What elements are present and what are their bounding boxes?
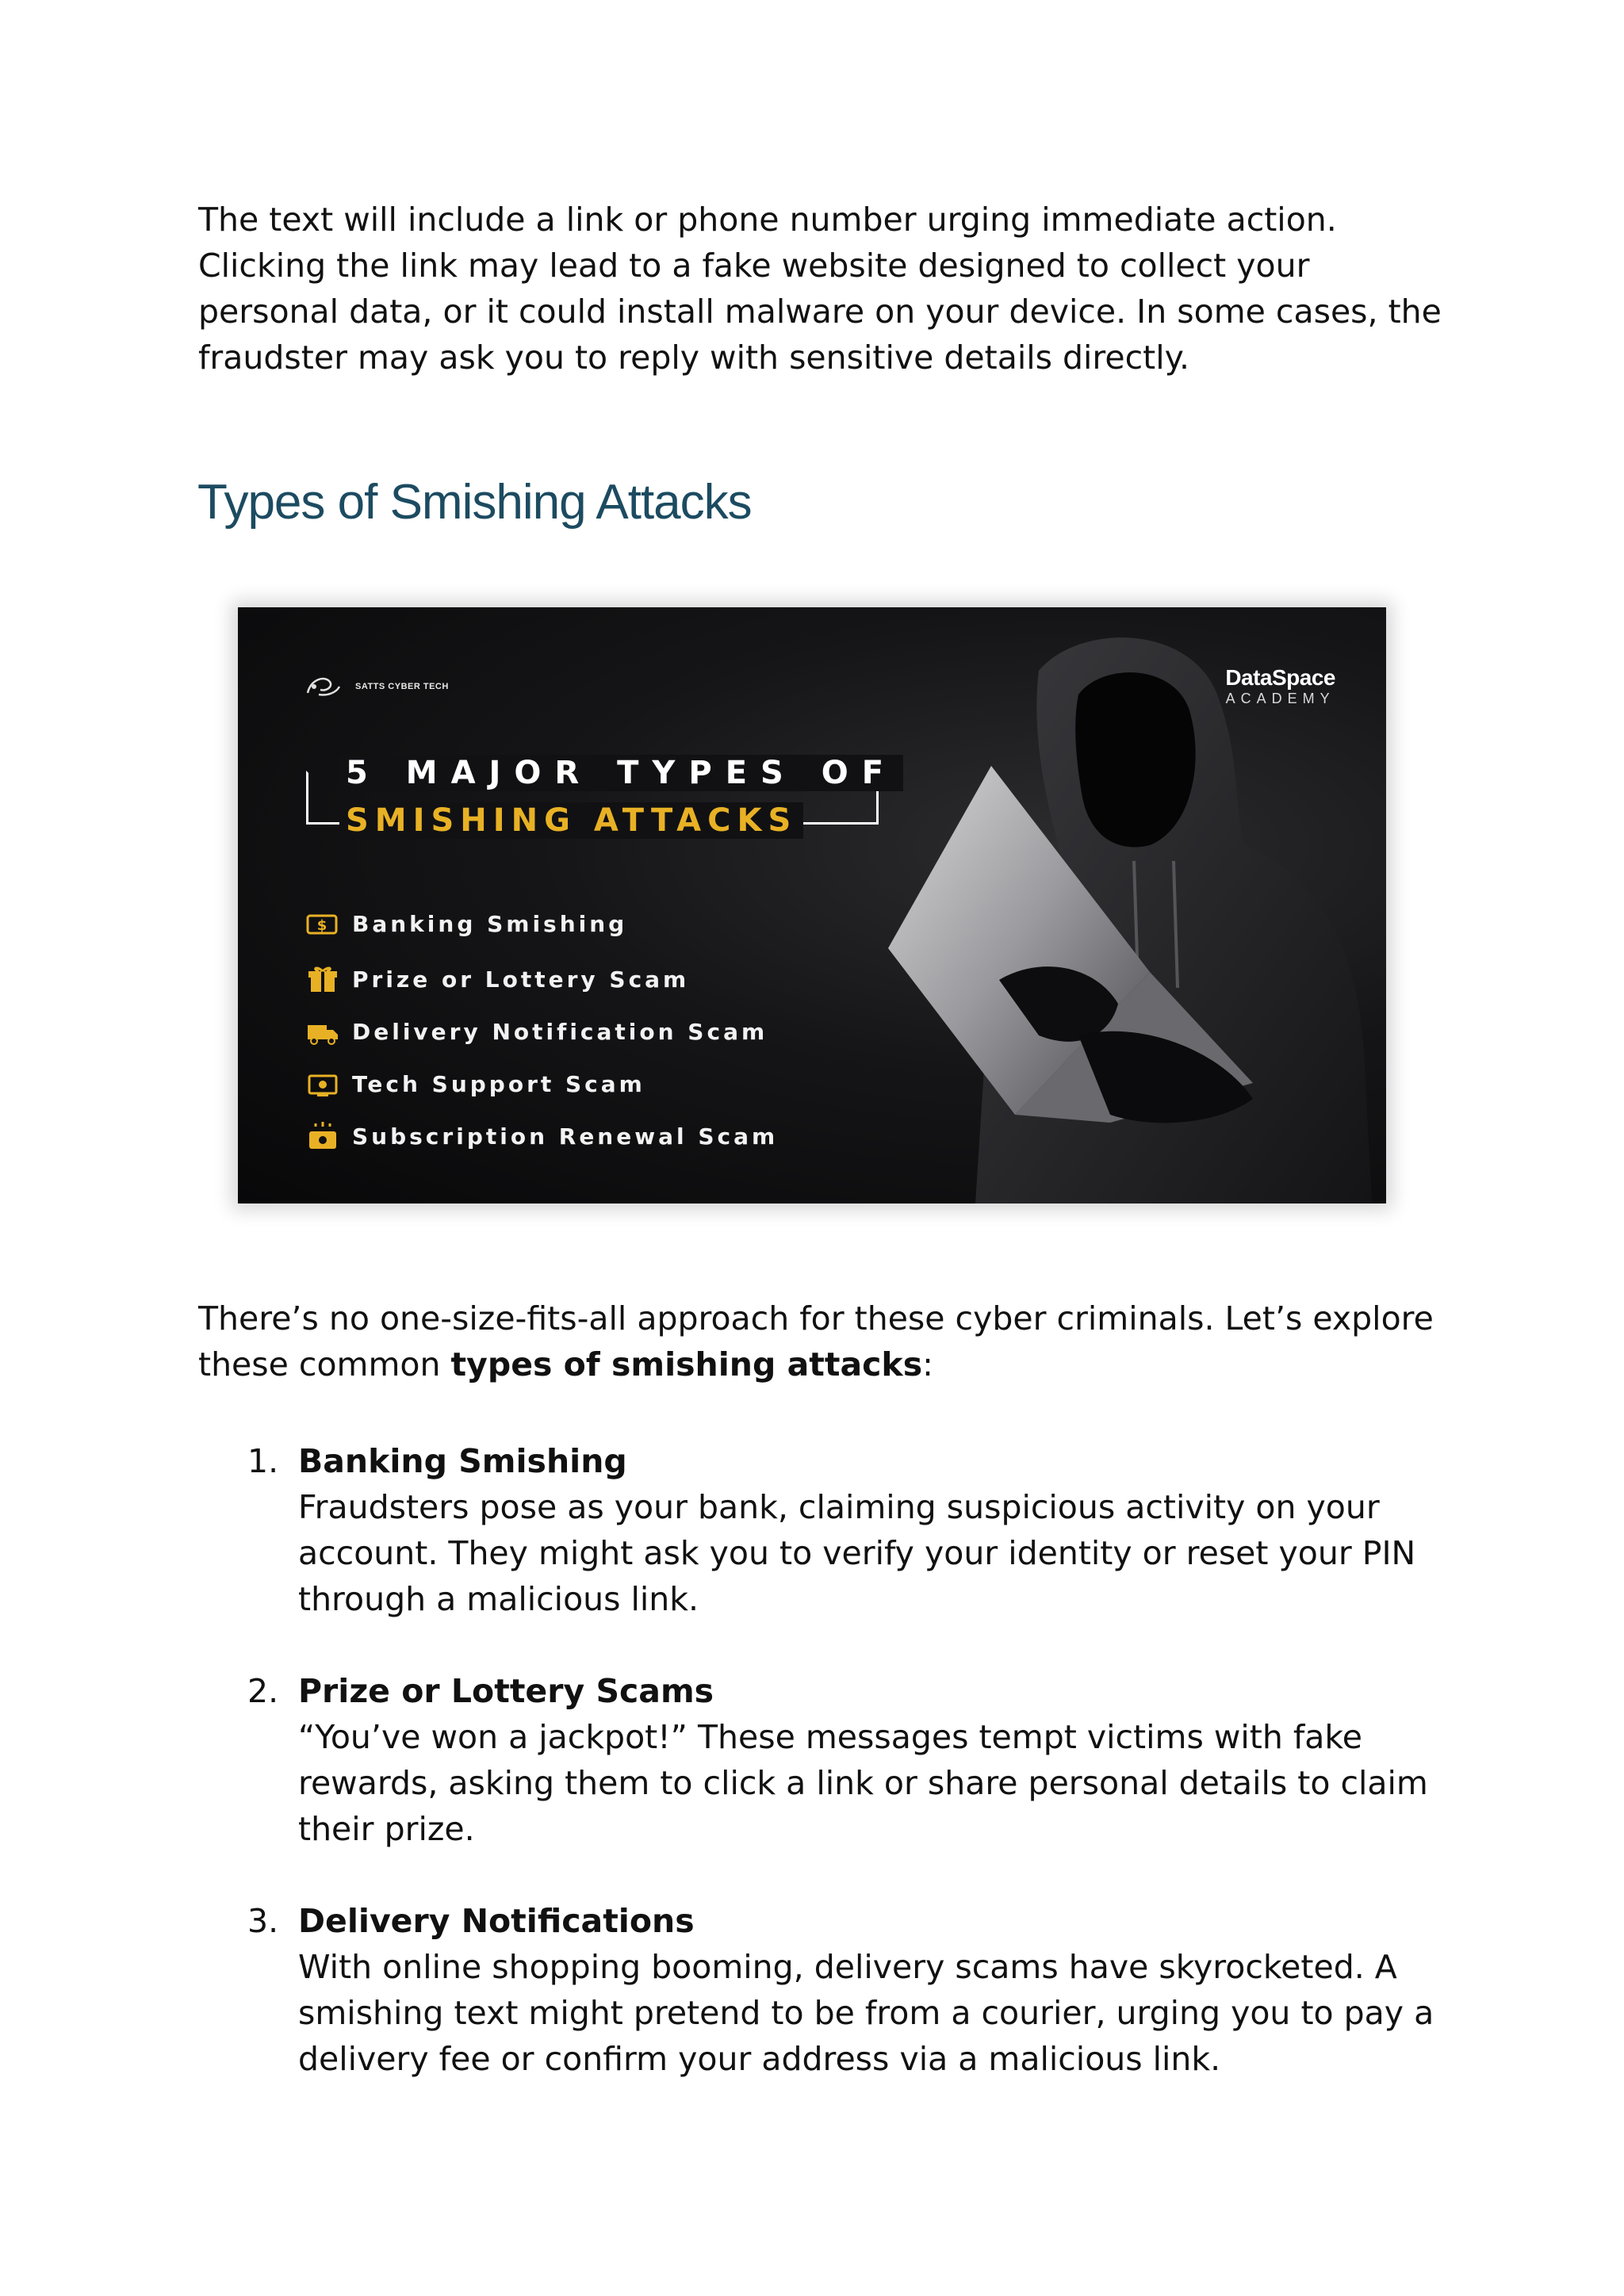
list-item-title: Banking Smishing bbox=[298, 1442, 627, 1480]
gift-icon bbox=[304, 963, 341, 995]
attack-label: Delivery Notification Scam bbox=[352, 1018, 768, 1045]
attack-label: Subscription Renewal Scam bbox=[352, 1123, 779, 1150]
list-number: 1. bbox=[247, 1442, 279, 1480]
svg-text:$: $ bbox=[316, 917, 327, 934]
list-number: 2. bbox=[247, 1672, 279, 1710]
lead-text: There’s no one-size-fits-all approach for these cyber criminals. Let’s explore these common bbox=[198, 1299, 1434, 1383]
tech-support-icon bbox=[304, 1068, 341, 1100]
intro-paragraph: The text will include a link or phone number urging immediate action. Clicking the link may lead to a fake website designed to collect your personal data, or it could install malware on your device. In some cases, the fraudster may ask you to reply with sensitive details directly. bbox=[198, 201, 1442, 377]
lead-emphasis: types of smishing attacks bbox=[450, 1345, 923, 1383]
dataspace-academy-logo bbox=[1225, 666, 1335, 707]
attack-label: Prize or Lottery Scam bbox=[352, 966, 690, 993]
delivery-truck-icon bbox=[304, 1016, 341, 1047]
lead-colon: : bbox=[922, 1345, 933, 1383]
academy-logo-text: ACADEMY bbox=[1225, 691, 1335, 706]
attack-item bbox=[304, 953, 778, 1005]
attack-types-numbered-list bbox=[198, 1438, 1451, 2128]
list-number: 3. bbox=[247, 1902, 279, 1940]
list-item-body: Fraudsters pose as your bank, claiming suspicious activity on your account. They might ask you to verify your identity or reset your PIN through a malicious link. bbox=[298, 1488, 1416, 1618]
attack-types-list bbox=[304, 897, 778, 1162]
list-item-body: “You’ve won a jackpot!” These messages tempt victims with fake rewards, asking them to click a link or share personal details to claim their prize. bbox=[298, 1718, 1428, 1848]
attack-label: Banking Smishing bbox=[352, 910, 628, 937]
attack-item bbox=[304, 1058, 778, 1110]
attack-item bbox=[304, 1005, 778, 1058]
satts-logo-icon bbox=[303, 671, 344, 702]
list-item bbox=[198, 1668, 1451, 1852]
banner-title-line-1: 5 MAJOR TYPES OF bbox=[339, 755, 903, 791]
subscription-icon bbox=[304, 1120, 341, 1152]
list-item-title: Delivery Notifications bbox=[298, 1902, 695, 1940]
list-item bbox=[198, 1438, 1451, 1622]
attack-item bbox=[304, 897, 778, 950]
banner-image bbox=[238, 607, 1386, 1203]
money-icon bbox=[304, 908, 341, 939]
banner-background bbox=[238, 607, 1386, 1203]
attack-item bbox=[304, 1110, 778, 1162]
satts-cyber-tech-logo bbox=[303, 671, 449, 702]
list-item bbox=[198, 1898, 1451, 2082]
banner-title-line-2: SMISHING ATTACKS bbox=[339, 802, 803, 839]
list-item-body: With online shopping booming, delivery scams have skyrocketed. A smishing text might pretend to be from a courier, urging you to pay a delivery fee or confirm your address via a malicious link. bbox=[298, 1948, 1434, 2078]
attack-label: Tech Support Scam bbox=[352, 1070, 645, 1097]
section-heading: Types of Smishing Attacks bbox=[197, 475, 752, 530]
list-item-title: Prize or Lottery Scams bbox=[298, 1672, 714, 1710]
lead-paragraph bbox=[198, 1295, 1451, 1387]
dataspace-logo-text: DataSpace bbox=[1225, 665, 1335, 690]
satts-logo-text: SATTS CYBER TECH bbox=[355, 682, 449, 691]
